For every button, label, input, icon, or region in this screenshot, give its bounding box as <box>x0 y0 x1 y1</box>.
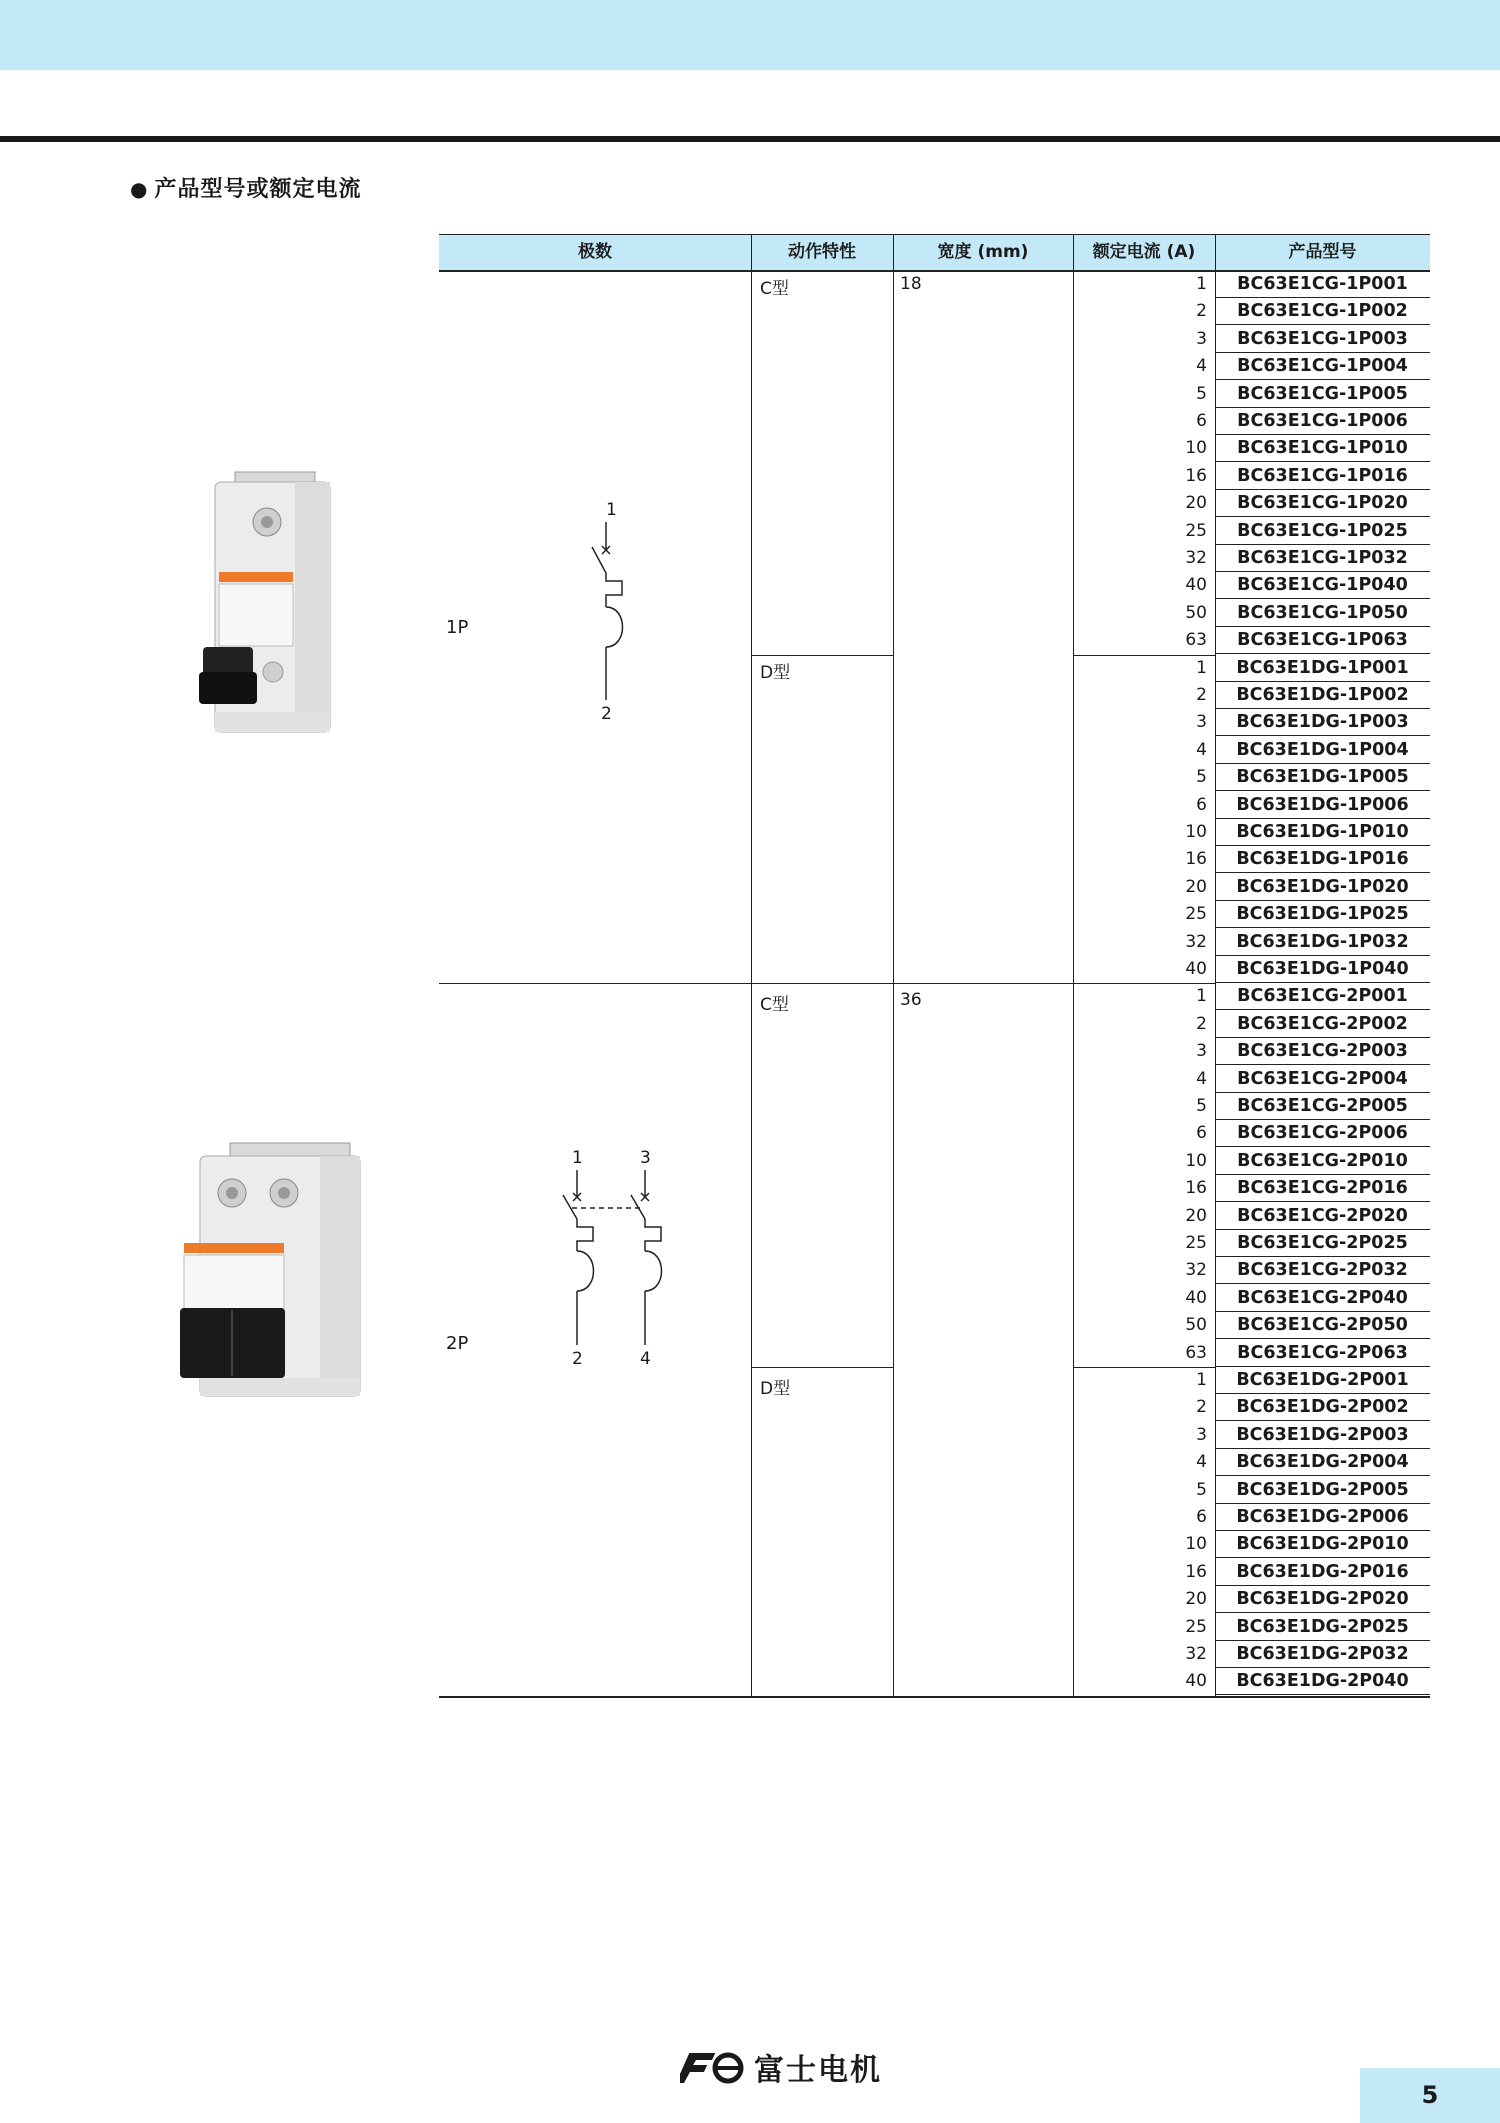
c-type-1p-label: C型 <box>760 279 789 299</box>
header-model: 产品型号 <box>1288 242 1357 262</box>
rated-current-cell: 40 <box>1185 1671 1207 1692</box>
rated-current-cell: 63 <box>1185 630 1207 651</box>
model-number-cell: BC63E1DG-1P003 <box>1215 709 1430 736</box>
rated-current-cell: 50 <box>1185 602 1207 623</box>
rated-current-cell: 10 <box>1185 1150 1207 1171</box>
model-number-cell: BC63E1CG-2P003 <box>1215 1038 1430 1065</box>
rated-current-cell: 40 <box>1185 959 1207 979</box>
breaker-1p-image <box>195 462 345 742</box>
rated-current-cell: 20 <box>1185 493 1207 514</box>
model-number-cell: BC63E1DG-1P004 <box>1215 737 1430 764</box>
model-number-cell: BC63E1CG-1P006 <box>1215 408 1430 435</box>
model-number-cell: BC63E1DG-1P025 <box>1215 901 1430 928</box>
rated-current-cell: 25 <box>1185 1233 1207 1253</box>
model-number-cell: BC63E1CG-1P010 <box>1215 435 1430 462</box>
rated-current-cell: 50 <box>1185 1315 1207 1336</box>
width-1p-value: 18 <box>900 274 922 294</box>
model-number-cell: BC63E1DG-2P003 <box>1215 1422 1430 1449</box>
model-number-cell: BC63E1DG-1P020 <box>1215 874 1430 901</box>
model-number-cell: BC63E1DG-2P040 <box>1215 1668 1430 1695</box>
rated-current-cell: 25 <box>1185 520 1207 541</box>
model-number-cell: BC63E1CG-1P063 <box>1215 627 1430 654</box>
header-characteristic: 动作特性 <box>788 242 856 262</box>
model-number-cell: BC63E1DG-2P020 <box>1215 1586 1430 1613</box>
rated-current-cell: 4 <box>1196 356 1207 377</box>
model-number-cell: BC63E1DG-2P004 <box>1215 1449 1430 1476</box>
rated-current-cell: 6 <box>1196 411 1207 431</box>
rated-current-cell: 1 <box>1196 1370 1207 1390</box>
rated-current-cell: 6 <box>1196 794 1207 815</box>
c-type-2p-label: C型 <box>760 995 789 1015</box>
model-number-cell: BC63E1DG-2P005 <box>1215 1477 1430 1504</box>
model-number-cell: BC63E1CG-2P040 <box>1215 1285 1430 1312</box>
rated-current-cell: 32 <box>1185 548 1207 568</box>
model-number-cell: BC63E1DG-2P025 <box>1215 1614 1430 1641</box>
rated-current-cell: 4 <box>1196 739 1207 760</box>
rated-current-cell: 32 <box>1185 931 1207 952</box>
rated-current-cell: 3 <box>1196 1424 1207 1445</box>
rated-current-cell: 20 <box>1185 1589 1207 1610</box>
rated-current-cell: 3 <box>1196 1041 1207 1062</box>
model-number-cell: BC63E1CG-2P025 <box>1215 1230 1430 1257</box>
model-number-cell: BC63E1CG-2P032 <box>1215 1257 1430 1284</box>
rated-current-cell: 16 <box>1185 465 1207 486</box>
model-number-cell: BC63E1CG-2P016 <box>1215 1175 1430 1202</box>
rated-current-cell: 2 <box>1196 1013 1207 1034</box>
block-divider <box>1073 1367 1215 1368</box>
rated-current-cell: 3 <box>1196 328 1207 349</box>
block-divider <box>1073 655 1215 656</box>
rated-current-cell: 6 <box>1196 1507 1207 1527</box>
model-number-cell: BC63E1CG-1P002 <box>1215 298 1430 325</box>
model-number-cell: BC63E1CG-1P016 <box>1215 463 1430 490</box>
model-number-cell: BC63E1CG-1P032 <box>1215 545 1430 572</box>
terminal-4-label: 4 <box>640 1349 651 1369</box>
model-number-cell: BC63E1DG-2P006 <box>1215 1504 1430 1531</box>
header-width: 宽度 (mm) <box>937 242 1029 262</box>
model-number-cell: BC63E1CG-1P005 <box>1215 381 1430 408</box>
model-number-cell: BC63E1DG-1P032 <box>1215 929 1430 956</box>
width-2p-value: 36 <box>900 990 922 1010</box>
rated-current-cell: 2 <box>1196 301 1207 322</box>
rated-current-cell: 32 <box>1185 1644 1207 1664</box>
model-number-cell: BC63E1DG-2P001 <box>1215 1367 1430 1394</box>
model-number-cell: BC63E1DG-1P002 <box>1215 682 1430 709</box>
model-number-cell: BC63E1DG-1P010 <box>1215 819 1430 846</box>
rated-current-cell: 25 <box>1185 904 1207 925</box>
rated-current-cell: 6 <box>1196 1123 1207 1144</box>
rated-current-cell: 2 <box>1196 1397 1207 1418</box>
column-divider <box>1215 271 1216 1696</box>
rated-current-cell: 20 <box>1185 1205 1207 1226</box>
model-number-cell: BC63E1CG-2P005 <box>1215 1093 1430 1120</box>
rated-current-cell: 5 <box>1196 1479 1207 1500</box>
terminal-1-label: 1 <box>606 500 617 520</box>
rated-current-cell: 1 <box>1196 657 1207 678</box>
header-rule <box>0 136 1500 142</box>
poles-1p-label: 1P <box>446 617 469 638</box>
rated-current-cell: 16 <box>1185 849 1207 870</box>
model-number-cell: BC63E1DG-2P010 <box>1215 1531 1430 1558</box>
model-number-cell: BC63E1CG-1P001 <box>1215 271 1430 298</box>
model-number-cell: BC63E1DG-1P001 <box>1215 655 1430 682</box>
model-number-cell: BC63E1CG-2P004 <box>1215 1066 1430 1093</box>
rated-current-cell: 16 <box>1185 1178 1207 1199</box>
breaker-2p-image <box>180 1138 365 1398</box>
circuit-diagram-1p <box>570 495 650 725</box>
terminal-2-label-2p: 2 <box>572 1349 583 1369</box>
product-table <box>439 234 1430 272</box>
rated-current-cell: 63 <box>1185 1342 1207 1363</box>
model-number-cell: BC63E1CG-2P002 <box>1215 1011 1430 1038</box>
model-number-cell: BC63E1CG-2P020 <box>1215 1203 1430 1230</box>
fuji-electric-logo <box>680 2045 882 2089</box>
model-number-cell: BC63E1DG-1P005 <box>1215 764 1430 791</box>
model-number-cell: BC63E1CG-1P004 <box>1215 353 1430 380</box>
model-number-cell: BC63E1CG-1P025 <box>1215 518 1430 545</box>
rated-current-cell: 4 <box>1196 1068 1207 1089</box>
model-number-cell: BC63E1CG-2P010 <box>1215 1148 1430 1175</box>
block-divider <box>751 655 893 656</box>
model-number-cell: BC63E1DG-1P006 <box>1215 792 1430 819</box>
model-number-cell: BC63E1DG-1P040 <box>1215 956 1430 983</box>
terminal-1-label-2p: 1 <box>572 1148 583 1168</box>
model-number-cell: BC63E1DG-2P002 <box>1215 1394 1430 1421</box>
poles-2p-label: 2P <box>446 1333 469 1354</box>
rated-current-cell: 3 <box>1196 712 1207 733</box>
model-number-cell: BC63E1CG-1P003 <box>1215 326 1430 353</box>
rated-current-cell: 1 <box>1196 274 1207 294</box>
rated-current-cell: 40 <box>1185 575 1207 596</box>
block-divider <box>751 1367 893 1368</box>
rated-current-cell: 10 <box>1185 822 1207 842</box>
model-number-cell: BC63E1CG-1P050 <box>1215 600 1430 627</box>
header-band <box>0 0 1500 70</box>
rated-current-cell: 25 <box>1185 1616 1207 1637</box>
page-number: 5 <box>1360 2068 1500 2123</box>
rated-current-cell: 4 <box>1196 1452 1207 1473</box>
model-number-cell: BC63E1DG-2P016 <box>1215 1559 1430 1586</box>
d-type-2p-label: D型 <box>760 1379 791 1399</box>
rated-current-cell: 40 <box>1185 1287 1207 1308</box>
group-divider <box>439 983 1215 984</box>
model-number-cell: BC63E1CG-2P001 <box>1215 983 1430 1010</box>
model-number-cell: BC63E1CG-1P040 <box>1215 572 1430 599</box>
model-number-cell: BC63E1CG-2P006 <box>1215 1120 1430 1147</box>
rated-current-cell: 2 <box>1196 685 1207 705</box>
header-poles: 极数 <box>578 242 612 262</box>
model-number-cell: BC63E1DG-1P016 <box>1215 846 1430 873</box>
model-number-cell: BC63E1CG-2P050 <box>1215 1312 1430 1339</box>
brand-name: 富士电机 <box>754 2053 882 2088</box>
rated-current-cell: 32 <box>1185 1260 1207 1281</box>
rated-current-cell: 10 <box>1185 1534 1207 1555</box>
terminal-3-label: 3 <box>640 1148 651 1168</box>
terminal-2-label: 2 <box>601 704 612 724</box>
rated-current-cell: 10 <box>1185 438 1207 459</box>
bullet-icon: ● <box>130 177 149 201</box>
rated-current-cell: 1 <box>1196 986 1207 1007</box>
rated-current-cell: 16 <box>1185 1561 1207 1582</box>
circuit-diagram-2p <box>545 1145 675 1370</box>
table-bottom-rule <box>439 1696 1430 1698</box>
section-title: ● 产品型号或额定电流 <box>130 177 362 202</box>
model-number-cell: BC63E1DG-2P032 <box>1215 1641 1430 1668</box>
rated-current-cell: 5 <box>1196 383 1207 404</box>
model-number-cell: BC63E1CG-2P063 <box>1215 1340 1430 1367</box>
rated-current-cell: 20 <box>1185 876 1207 897</box>
header-rated-current: 额定电流 (A) <box>1092 242 1196 262</box>
table-header <box>439 234 1430 272</box>
model-number-cell: BC63E1CG-1P020 <box>1215 490 1430 517</box>
rated-current-cell: 5 <box>1196 1096 1207 1116</box>
fe-logo-icon <box>680 2049 746 2085</box>
rated-current-cell: 5 <box>1196 767 1207 788</box>
d-type-1p-label: D型 <box>760 663 791 683</box>
